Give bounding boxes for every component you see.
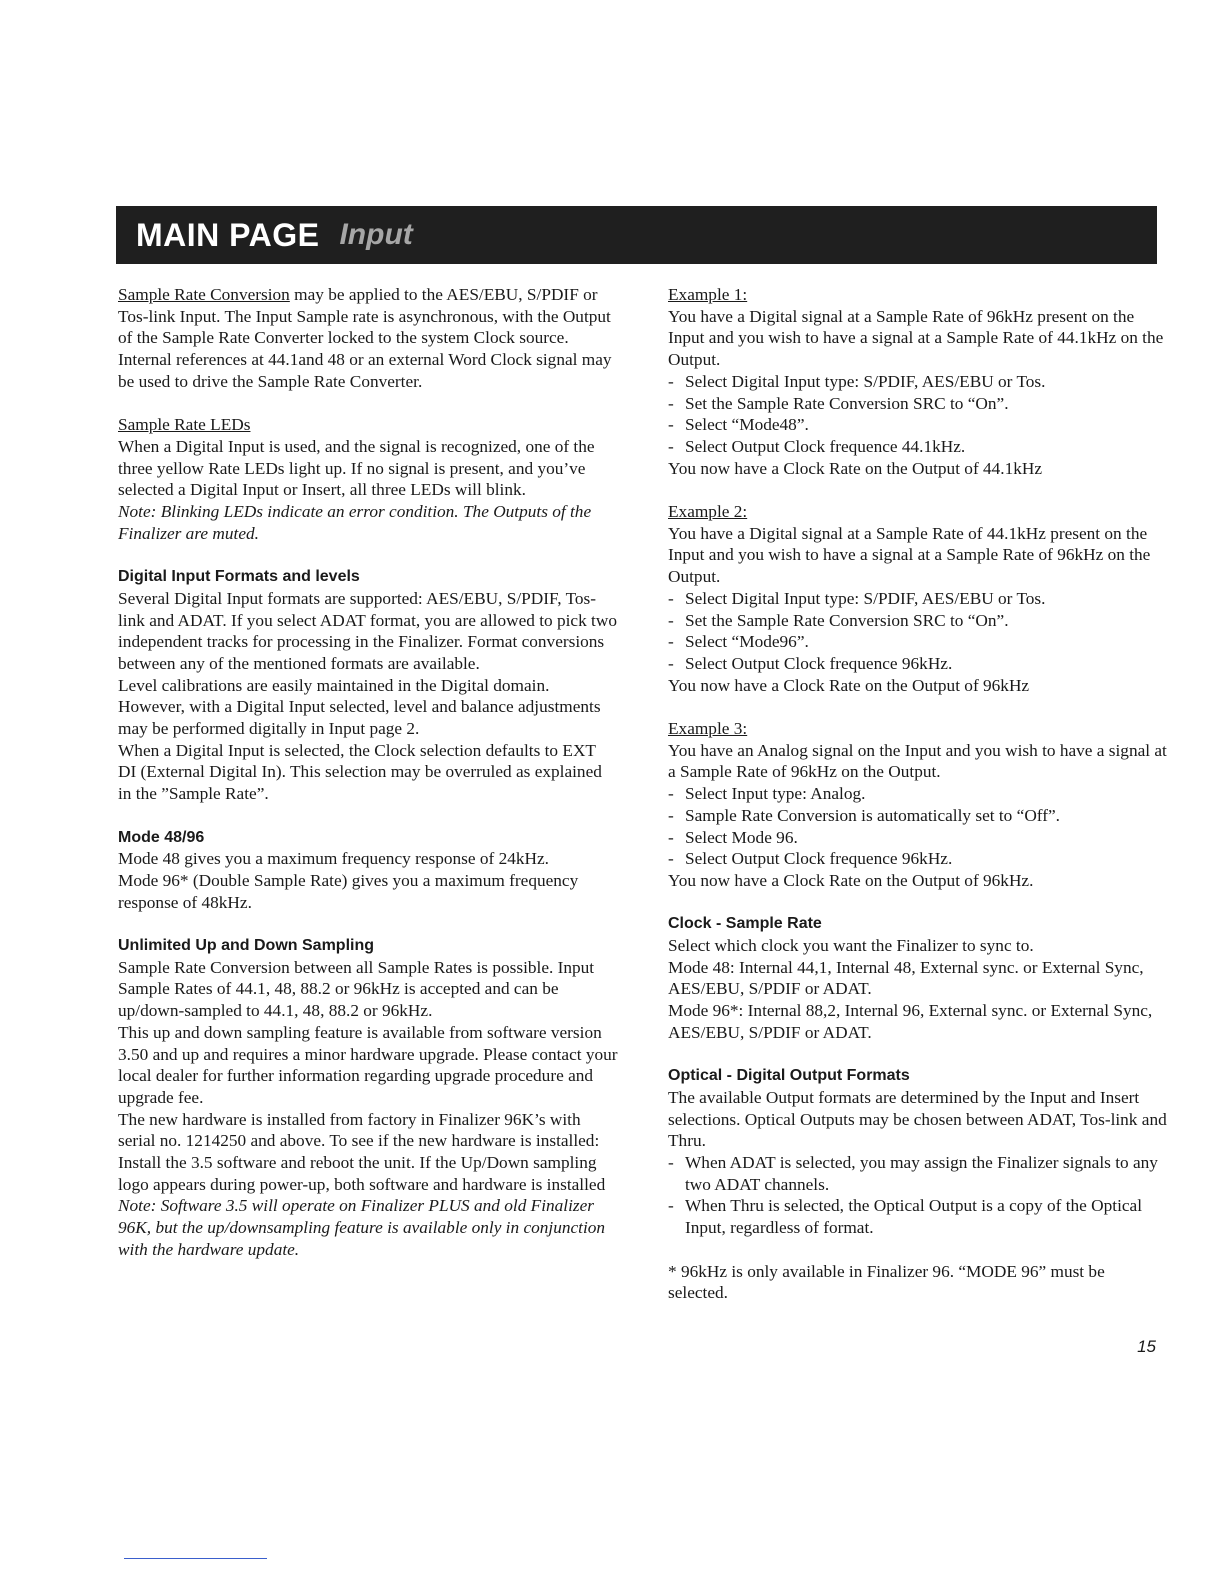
src-heading: Sample Rate Conversion	[118, 285, 290, 304]
page-header-banner	[116, 206, 1157, 264]
clock-text1: Select which clock you want the Finalizer to sync to.	[668, 936, 1034, 956]
ex1-step: - Select Output Clock frequence 44.1kHz.	[668, 436, 966, 456]
ex1-result: You now have a Clock Rate on the Output of 44.1kHz	[668, 458, 1043, 478]
dash-marker: -	[668, 588, 674, 608]
ex2-heading: Example 2:	[668, 502, 748, 522]
page-number: 15	[1137, 1337, 1156, 1356]
ex1-step: - Select “Mode48”.	[668, 415, 809, 435]
ex1-step: - Set the Sample Rate Conversion SRC to “On”.	[668, 393, 1009, 413]
ex2-step: - Select Output Clock frequence 96kHz.	[668, 653, 953, 673]
dash-marker: -	[668, 610, 674, 630]
opt-text: The available Output formats are determined by the Input and Insert selections. Optical Outputs may be chosen between ADAT, Tos-link and Thru.	[668, 1087, 1167, 1151]
dash-marker: -	[668, 371, 674, 391]
dash-marker: -	[668, 1196, 674, 1216]
opt-item: - When Thru is selected, the Optical Output is a copy of the Optical Input, regardless of format.	[668, 1196, 1143, 1238]
dash-marker: -	[668, 415, 674, 435]
dash-marker: -	[668, 1153, 674, 1173]
ex1-heading: Example 1:	[668, 285, 748, 304]
opt-heading: Optical - Digital Output Formats	[668, 1067, 910, 1085]
leds-heading: Sample Rate LEDs	[118, 415, 251, 435]
dif-text1: Several Digital Input formats are supported: AES/EBU, S/PDIF, Tos-link and ADAT. If you select ADAT format, you are allowed to pick two independent tracks for processing in the Finalizer. Format conversions between any of the mentioned formats are available.	[118, 588, 617, 673]
clock-text3: Mode 96*: Internal 88,2, Internal 96, External sync. or External Sync, AES/EBU, S/PDIF or ADAT.	[668, 1001, 1153, 1042]
ex3-heading: Example 3:	[668, 719, 748, 739]
ex3-result: You now have a Clock Rate on the Output of 96kHz.	[668, 870, 1034, 890]
ex3-step: - Select Input type: Analog.	[668, 784, 866, 804]
page-subtitle: Input	[339, 218, 413, 251]
uds-note: Note: Software 3.5 will operate on Finalizer PLUS and old Finalizer 96K, but the up/downsampling feature is available only in conjunction with the hardware update.	[118, 1196, 606, 1259]
ex3-step: - Select Mode 96.	[668, 827, 798, 847]
dash-marker: -	[668, 393, 674, 413]
mode-heading: Mode 48/96	[118, 828, 205, 846]
ex2-text: You have a Digital signal at a Sample Rate of 44.1kHz present on the Input and you wish to have a signal at a Sample Rate of 96kHz on the Output.	[668, 523, 1151, 587]
ex2-step: - Select “Mode96”.	[668, 632, 809, 652]
dash-marker: -	[668, 653, 674, 673]
leds-note: Note: Blinking LEDs indicate an error condition. The Outputs of the Finalizer are muted.	[118, 502, 592, 543]
ex2-step: - Set the Sample Rate Conversion SRC to “On”.	[668, 610, 1009, 630]
uds-heading: Unlimited Up and Down Sampling	[118, 937, 374, 955]
uds-text1: Sample Rate Conversion between all Sample Rates is possible. Input Sample Rates of 44.1, 48, 88.2 or 96kHz is accepted and can be up/down-sampled to 44.1, 48, 88.2 or 96kHz.	[118, 957, 595, 1021]
ex3-step: - Select Output Clock frequence 96kHz.	[668, 849, 953, 869]
leds-text: When a Digital Input is used, and the signal is recognized, one of the three yellow Rate LEDs light up. If no signal is present, and you’ve selected a Digital Input or Insert, all three LEDs will blink.	[118, 436, 595, 500]
dash-marker: -	[668, 849, 674, 869]
ex2-step: - Select Digital Input type: S/PDIF, AES/EBU or Tos.	[668, 588, 1046, 608]
ex1-step: - Select Digital Input type: S/PDIF, AES/EBU or Tos.	[668, 371, 1046, 391]
dash-marker: -	[668, 827, 674, 847]
src-text: may be applied to the AES/EBU, S/PDIF or Tos-link Input. The Input Sample rate is asynchronous, with the Output of the Sample Rate Converter locked to the system Clock source.	[118, 285, 611, 348]
dif-heading: Digital Input Formats and levels	[118, 568, 360, 586]
mode-text1: Mode 48 gives you a maximum frequency response of 24kHz.	[118, 849, 549, 869]
uds-text2: This up and down sampling feature is available from software version 3.50 and up and requires a minor hardware upgrade. Please contact your local dealer for further information regarding upgrade procedure and upgrade fee.	[118, 1022, 618, 1107]
dash-marker: -	[668, 436, 674, 456]
clock-text2: Mode 48: Internal 44,1, Internal 48, External sync. or External Sync, AES/EBU, S/PDIF or ADAT.	[668, 957, 1144, 999]
mode-text2: Mode 96* (Double Sample Rate) gives you a maximum frequency response of 48kHz.	[118, 870, 579, 912]
dif-text2: Level calibrations are easily maintained in the Digital domain. However, with a Digital Input selected, level and balance adjustments may be performed digitally in Input page 2.	[118, 675, 601, 739]
ex3-step: - Sample Rate Conversion is automatically set to “Off”.	[668, 805, 1060, 825]
ex1-text: You have a Digital signal at a Sample Rate of 96kHz present on the Input and you wish to have a signal at a Sample Rate of 44.1kHz on the Output.	[668, 306, 1164, 370]
left-column	[118, 284, 618, 1261]
ex3-text: You have an Analog signal on the Input and you wish to have a signal at a Sample Rate of 96kHz on the Output.	[668, 740, 1167, 782]
dash-marker: -	[668, 632, 674, 652]
src-paragraph	[118, 284, 618, 349]
footnote: * 96kHz is only available in Finalizer 96. “MODE 96” must be selected.	[668, 1261, 1105, 1303]
src-text2: Internal references at 44.1and 48 or an external Word Clock signal may be used to drive the Sample Rate Converter.	[118, 350, 612, 391]
uds-text3: The new hardware is installed from factory in Finalizer 96K’s with serial no. 1214250 and above. To see if the new hardware is installed: Install the 3.5 software and reboot the unit. If the Up/Down sampling logo appears during power-up, both software and hardware is installed	[118, 1109, 606, 1194]
opt-item: - When ADAT is selected, you may assign the Finalizer signals to any two ADAT channels.	[668, 1153, 1158, 1194]
footer-rule	[124, 1558, 267, 1559]
page-title: MAIN PAGE	[136, 216, 320, 253]
clock-heading: Clock - Sample Rate	[668, 915, 822, 933]
dif-text3: When a Digital Input is selected, the Clock selection defaults to EXT DI (External Digital In). This selection may be overruled as explained in the ”Sample Rate”.	[118, 740, 602, 804]
ex2-result: You now have a Clock Rate on the Output of 96kHz	[668, 675, 1030, 695]
right-column	[668, 284, 1168, 1304]
dash-marker: -	[668, 805, 674, 825]
dash-marker: -	[668, 784, 674, 804]
